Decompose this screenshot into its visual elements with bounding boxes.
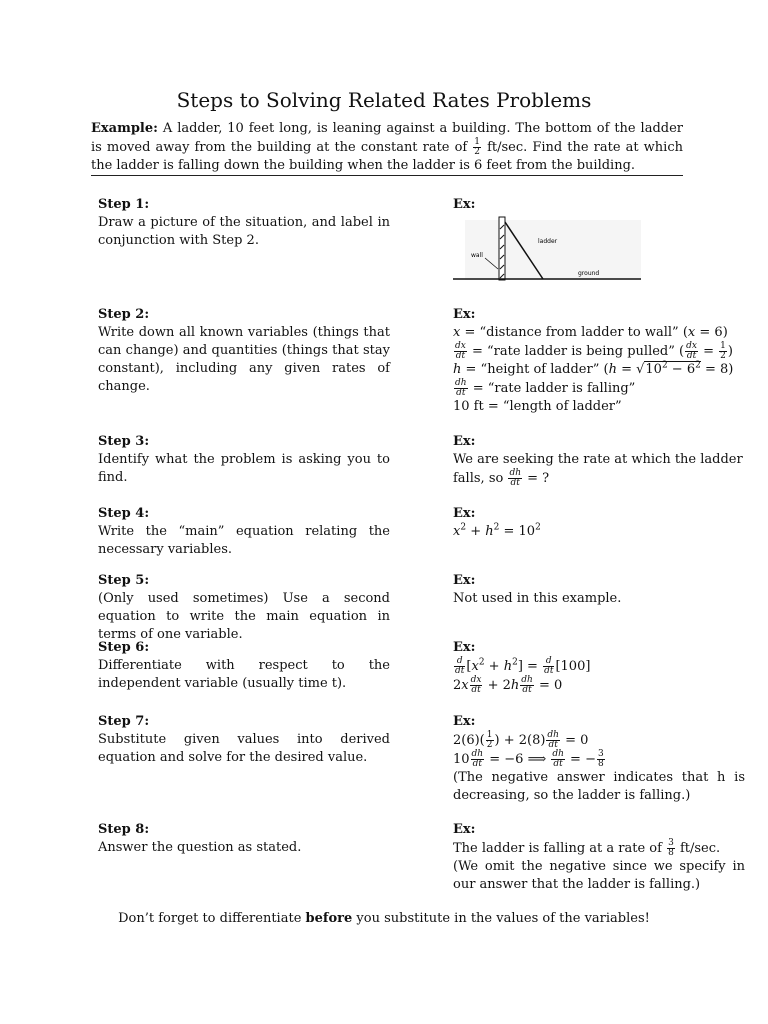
step-4 bbox=[98, 505, 390, 559]
ex-label: Ex: bbox=[453, 506, 476, 521]
ex-label: Ex: bbox=[453, 434, 476, 449]
page-title: Steps to Solving Related Rates Problems bbox=[176, 88, 592, 112]
step-head: Step 7: bbox=[98, 714, 150, 729]
length-definition: 10 ft = “length of ladder” bbox=[453, 399, 622, 414]
step-text: Differentiate with respect to the independent variable (usually time t). bbox=[98, 658, 390, 691]
step-text: Answer the question as stated. bbox=[98, 840, 302, 855]
step-head: Step 3: bbox=[98, 434, 150, 449]
step-head: Step 6: bbox=[98, 640, 150, 655]
dxdt-definition: $\frac{dx}{dt}$ = “rate ladder is being pulled” ( $\frac{dx}{dt}$ = $\frac{1}{2}$ ) bbox=[455, 341, 733, 361]
ground-label: ground bbox=[578, 270, 600, 277]
ex5-text: Not used in this example. bbox=[453, 591, 622, 606]
step-head: Step 4: bbox=[98, 506, 150, 521]
ex-8 bbox=[453, 821, 745, 894]
diagram-background bbox=[465, 220, 641, 280]
ex8-note: (We omit the negative since we specify in our answer that the ladder is falling.) bbox=[453, 859, 745, 892]
example-label: Example: bbox=[91, 121, 158, 136]
step-text: Identify what the problem is asking you to find. bbox=[98, 452, 390, 485]
step-1 bbox=[98, 196, 390, 250]
substitute-line-1: 2(6)( $\frac{1}{2}$ ) + 2(8) $\frac{dh}{dt}$ = 0 bbox=[453, 730, 589, 750]
ex3-text: We are seeking the rate at which the ladder falls, so bbox=[453, 452, 743, 486]
ex-label: Ex: bbox=[453, 573, 476, 588]
step-head: Step 8: bbox=[98, 822, 150, 837]
ex-label: Ex: bbox=[453, 197, 476, 212]
rate-fraction: $\frac{1}{2}$ bbox=[474, 137, 481, 157]
step-6 bbox=[98, 639, 390, 693]
ex-1 bbox=[453, 196, 745, 277]
step-8 bbox=[98, 821, 390, 857]
step-5 bbox=[98, 572, 390, 644]
step-text: Substitute given values into derived equation and solve for the desired value. bbox=[98, 732, 390, 765]
ex-2 bbox=[453, 306, 745, 416]
main-equation: $x^2 + h^2 = 10^2$ bbox=[453, 522, 541, 539]
ex-3: Ex: We are seeking the rate at which the ladder falls, so $\frac{dh}{dt}$ = ? bbox=[453, 433, 745, 488]
example-paragraph bbox=[91, 120, 683, 175]
substitute-line-2: 10 $\frac{dh}{dt}$ = −6 ⟹ $\frac{dh}{dt}$ = − $\frac{3}{8}$ bbox=[453, 749, 604, 769]
step-7 bbox=[98, 713, 390, 767]
ex-7 bbox=[453, 713, 745, 805]
step-text: Write down all known variables (things that can change) and quantities (things that stay constant), including any given rates of change. bbox=[98, 325, 390, 394]
step-3 bbox=[98, 433, 390, 487]
differentiate-line-1: $\frac{d}{dt}$ $[x^2 + h^2]$ = $\frac{d}{dt}$ [100] bbox=[455, 656, 591, 676]
step-head: Step 1: bbox=[98, 197, 150, 212]
step-text: Write the “main” equation relating the necessary variables. bbox=[98, 524, 390, 557]
ex-6 bbox=[453, 639, 745, 695]
dhdt-definition: $\frac{dh}{dt}$ = “rate ladder is falling” bbox=[455, 378, 636, 398]
ex7-note: (The negative answer indicates that h is decreasing, so the ladder is falling.) bbox=[453, 770, 745, 803]
step-text: Draw a picture of the situation, and label in conjunction with Step 2. bbox=[98, 215, 390, 248]
h-definition: h = “height of ladder” $(h = √10^2 - 6^2 = 8)$ bbox=[453, 360, 734, 377]
ex-4 bbox=[453, 505, 745, 541]
wall-label: wall bbox=[471, 252, 483, 259]
step-head: Step 5: bbox=[98, 573, 150, 588]
x-definition: x = “distance from ladder to wall” (x = 6) bbox=[453, 325, 728, 340]
step-head: Step 2: bbox=[98, 307, 150, 322]
step-text: (Only used sometimes) Use a second equation to write the main equation in terms of one variable. bbox=[98, 591, 390, 642]
example-text-1: A ladder, 10 feet long, is leaning against a building. The bottom of the ladder is moved away from the building at the constant rate of bbox=[91, 121, 683, 155]
footer-note: Don’t forget to differentiate before you substitute in the values of the variables! bbox=[118, 911, 650, 926]
ex-5 bbox=[453, 572, 745, 608]
ladder-label: ladder bbox=[538, 238, 558, 245]
step-2 bbox=[98, 306, 390, 396]
example-text-2: ft/sec. Find the rate at which the ladder is falling down the building when the ladder is 6 feet from the building. bbox=[91, 140, 683, 173]
differentiate-line-2: 2x $\frac{dx}{dt}$ + 2h $\frac{dh}{dt}$ = 0 bbox=[453, 675, 563, 695]
ex-label: Ex: bbox=[453, 640, 476, 655]
answer-line: The ladder is falling at a rate of $\frac{3}{8}$ ft/sec. bbox=[453, 838, 721, 858]
divider bbox=[91, 175, 683, 176]
ex-label: Ex: bbox=[453, 714, 476, 729]
ex-label: Ex: bbox=[453, 307, 476, 322]
ex-label: Ex: bbox=[453, 822, 476, 837]
ladder-diagram bbox=[453, 214, 653, 288]
